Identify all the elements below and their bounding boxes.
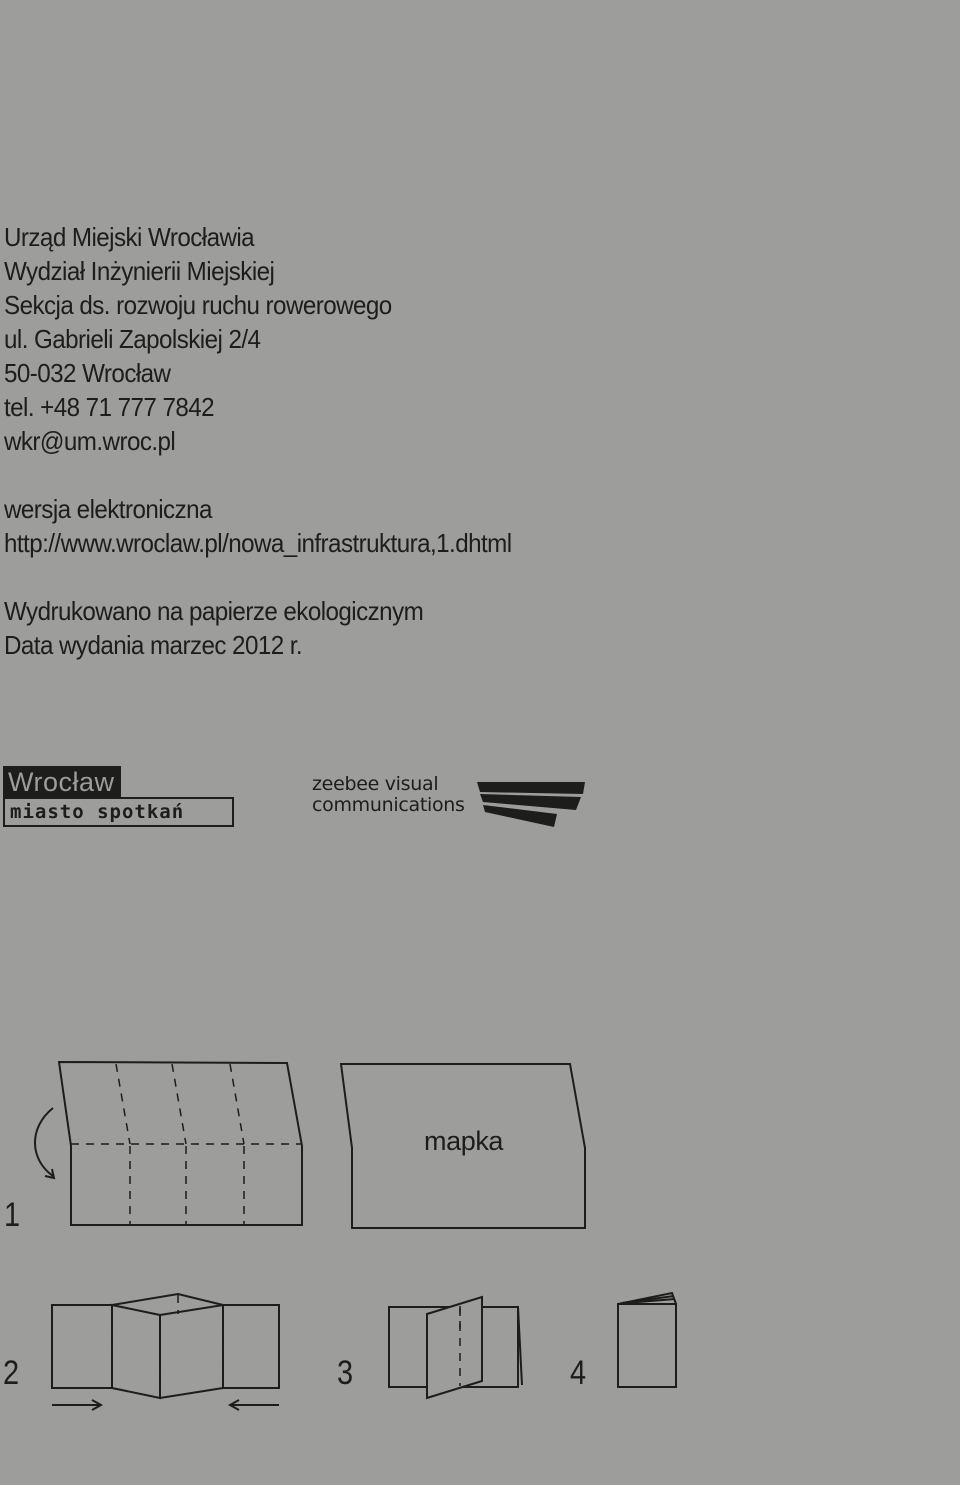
spacer [4,458,655,492]
wroclaw-logo-title: Wrocław [3,766,121,798]
zeebee-logo-line2: communications [312,794,465,816]
zeebee-wing-icon [477,780,587,830]
step-number-3: 3 [337,1354,354,1392]
office-name: Urząd Miejski Wrocławia [4,222,255,252]
zeebee-logo-text [312,774,465,816]
phone: tel. +48 71 777 7842 [4,392,215,422]
email-link[interactable]: wkr@um.wroc.pl [4,426,176,456]
folding-diagrams [0,1040,960,1485]
spacer [4,560,655,594]
step-number-4: 4 [570,1354,587,1392]
arrow-left-icon [230,1400,279,1410]
publication-date: Data wydania marzec 2012 r. [4,630,303,660]
wroclaw-logo [3,766,231,828]
step3-booklet [389,1297,522,1398]
mapka-label: mapka [424,1126,504,1156]
step-number-2: 2 [3,1354,20,1392]
zeebee-logo [312,774,592,834]
step4-folded [618,1293,676,1387]
step-number-1: 1 [4,1196,21,1234]
electronic-version-label: wersja elektroniczna [4,494,212,524]
postal-city: 50-032 Wrocław [4,358,171,388]
url-link[interactable]: http://www.wroclaw.pl/nowa_infrastruktura,1.dhtml [4,528,512,558]
wroclaw-logo-slogan: miasto spotkań [3,797,234,827]
zeebee-logo-line1: zeebee visual [312,773,439,795]
step1-sheet [59,1062,302,1225]
contact-info [4,220,655,662]
arrow-right-icon [52,1400,101,1410]
street-address: ul. Gabrieli Zapolskiej 2/4 [4,324,261,354]
department-name: Wydział Inżynierii Miejskiej [4,256,275,286]
fold-arrow-icon [35,1108,54,1178]
section-name: Sekcja ds. rozwoju ruchu rowerowego [4,290,392,320]
step2-accordion [52,1294,279,1398]
print-note: Wydrukowano na papierze ekologicznym [4,596,424,626]
